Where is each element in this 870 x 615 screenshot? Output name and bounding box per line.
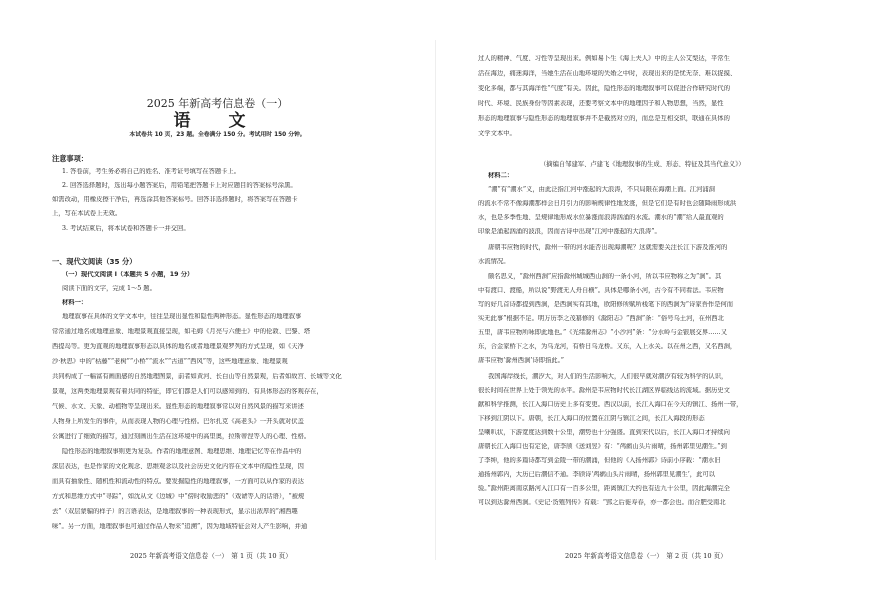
notice-title: 注意事项： [52,154,88,163]
notice-line: 1. 答卷前，考生务必将自己的姓名、准考证号填写在答题卡上。 [62,168,241,175]
text-line: 文学文本中。 [478,130,516,137]
text-line: 呈喇叭状，下游宽度达到数十公里，潮势也十分强盛。直到宋代以后，长江入海口才持续向 [478,429,730,436]
page-divider [435,40,436,560]
text-line: 气候、水文、天象、动植物等呈现出来。显性形态的地理叙事常以对自然风景的描写来讲述 [52,403,304,410]
source-citation: （摘编自邹建军、卢建飞《地理叙事的生成、形态、特征及其当代意义》） [540,161,745,168]
notice-line: 3. 考试结束后，将本试卷和答题卡一并交回。 [62,225,190,232]
text-line: 共同构成了一幅富有画面感的自然地理图景，前者如黄河、长白山等自然景观，后者如故宫、长城等文化 [52,373,342,380]
text-line: 献和科学推测，长江入海口历史上多有变更。西汉以前，长江入海口在今天的镇江、扬州一带， [478,401,743,408]
text-line: 可以到达滁州西涧。《史记·货殖列传》有载：“郢之后徙寿春，亦一都会也。而合肥受南北 [478,499,726,506]
text-line: 印象是涌起汹涌的波浪，因而古诗中出现“江河中涨起的大浪涛”。 [478,228,661,235]
text-line: 水流情况。 [478,258,510,265]
notice-line: 上，写在本试卷上无效。 [52,210,122,217]
text-line: 很长时间在世界上处于领先的水平。滁州是韦应物时代长江湖区界临线达的流域。据历史文 [478,387,730,394]
text-line: 五里，唐韦应物所咏即此地也。”《光绪滁州志》“小沙河”条：“分水岭与金银展交界……又 [478,329,728,336]
text-line: 中有渡口、渡船，所以说“野渡无人舟自横”。具体是哪条小河，古今有不同看法。韦应物 [478,287,724,294]
text-line: 西提岛等。更为直观的地理叙事形态以具体的地名或者地理景观罗列的方式呈现，如《天净 [52,343,304,350]
text-line: 沙·秋思》中的“枯藤”“老树”“小桥”“流水”“古道”“西风”等，这些地理意象、地理景观 [52,358,288,365]
material-one-label: 材料一： [62,299,88,306]
text-line: 常常通过地名或地理意象、地理景观直接呈现，如毛姆《月亮与六便士》中的伦敦、巴黎、塔 [52,328,311,335]
text-line: 颇名思义，“滁州西涧”应指滁州城城西山涧的一条小河，所以韦应物称之为“涧”。其 [488,273,722,280]
text-line: 味”。另一方面，地理叙事也可通过作品人物来“追溯”，因为地域特征会对人产生影响，并通 [52,523,308,530]
page-2-footer: 2025 年新高考语文信息卷（一） 第 2 页（共 10 页） [565,552,727,560]
subsection-title: （一）现代文阅读 I（本题共 5 小题，19 分） [62,271,194,278]
text-line: 公寓进行了细致的描写，通过刻画出生活在这环境中的高里奥，拉斯蒂涅等人的心理、性格。 [52,433,311,440]
text-line: 过人的精神、气度、习性等呈现出来。例如易卜生《海上夫人》中的主人公艾梨达，平常生 [478,55,730,62]
text-line: 变化多端，都与其海洋性“气度”有关。因此，隐性形态的地理叙事可以促进合作研究时代的 [478,85,731,92]
text-line: 时代、环境、民族身份等因素表现，还要考察文本中的地理因子和人物思想，当然，显性 [478,100,724,107]
notice-line: 2. 回答选择题时，选出每小题答案后，用铅笔把答题卡上对应题目的答案标号涂黑。 [62,182,297,189]
text-line: 唐朝长江入海口也有定论，唐李颀《送刘昱》有：“鸬鹚山头片雨晴，扬州郭里见潮生。”到 [478,443,727,450]
text-line: 唐韦应物‘滁州西涧’诗即指此。” [478,357,564,364]
text-line: “潮”有“潮水”义，由此泛指江河中涨起的大浪涛，不只局限在海潮上面。江河浦洞 [488,186,715,193]
subject-title: 语 文 [173,111,262,131]
text-line: 隐性形态的地理叙事则更为复杂。作者的地理意图、地理思维、地理记忆等在作品中的 [62,448,302,455]
text-line: 实无此事”根据不足。明万历李之茂纂修的《滁阳志》“西涧”条：“俗号乌土河，在州西北 [478,315,724,322]
material-two-label: 材料二： [488,172,514,179]
instruction: 阅读下面的文字，完成 1～5 题。 [62,285,156,292]
exam-info: 本试卷共 10 页，23 题。全卷满分 150 分。考试用时 150 分钟。 [129,132,306,138]
text-line: 下移到江阴以下。唐朝，长江入海口的位置在江阴与镇江之间，长江入海段的形态 [478,415,705,422]
text-line: 的流水不常不像海潮那样会日月引力的影响规律性地发涨，但是它们是有时也会随降雨形成洪 [478,200,737,207]
text-line: 写的好几首诗都提到西涧，是西涧实有其地，欧阳修所赋所栈笔下的西涧为“诗家吾作是何而 [478,301,734,308]
text-line: 水，也是多季性地、呈规律地形成水位暴涨而浪涛汹涌的水流。潮水的“潮”给人最直观的 [478,214,724,221]
text-line: 通扬州郭内，大历已后潮信不通。李颀诗‘鸬鹚山头片雨晴，扬州郭里见潮生’，此可以 [478,471,715,478]
notice-line: 如需改动，用橡皮擦干净后，再选涂其他答案标号。回答非选择题时，将答案写在答题卡 [52,196,298,203]
page-1-footer: 2025 年新高考语文信息卷（一） 第 1 页（共 10 页） [130,552,292,560]
text-line: 我国海岸线长，潮汐大，对人们的生活影响大，人们很早就对潮汐有较为科学的认识， [488,373,728,380]
text-line: 而具有抽象性、随机性和流动性的特点。要发掘隐性的地理叙事，一方面可以从作家的表达 [52,478,304,485]
text-line: 景观，这两类地理景观有着共同的特征，即它们都是人们可以感知到的、有具体形态的客观存在， [52,388,323,395]
text-line: 深层表达，也是作家的文化观念、思维观念以及社会历史文化内容在文本中的隐性呈现，因 [52,463,304,470]
text-line: 人物身上所发生的事件，从而表现人物的心理与性格。巴尔扎克《高老头》一开头就对伏盖 [52,418,304,425]
text-line: 去”（双层蒙骗的样子）的言语表达，是地理叙事的一种表现形式，显示出浓厚的“湘西趣 [52,508,298,515]
exam-title: 2025 年新高考信息卷（一） [146,97,289,110]
text-line: 东，合金家桥下之水，为乌龙河，有桥日乌龙桥。又东，入上水关。以在州之西，又名西涧， [478,343,737,350]
text-line: 活在海边，痛迷海洋，当她生活在山地环境的失婚之中时，表现出来的是忧无奈、难以捉摸、 [478,70,737,77]
text-line: 了李绅，他的多篇诗都写到金陵一带的潮涌，但他的《入扬州郭》诗前小序载：“潮水旧 [478,457,721,464]
section-title: 一、现代文阅读（35 分） [52,257,137,266]
text-line: 形态的地理叙事与隐性形态的地理叙事并不是截然对立的，而总是互相交织，联通在具体的 [478,115,730,122]
text-line: 唐朝韦应物的时代，滁州一带的河水能否出现海潮呢？这就需要关注长江下游及淮河的 [488,244,728,251]
text-line: 地理叙事在具体的文学文本中，往往呈现出显性和隐性两种形态。显性形态的地理叙事 [62,313,302,320]
text-line: 验。”滁州距离南京路河入江口有一百多公里，距离镇江大约也有近九十公里，因此海潮完全 [478,485,730,492]
text-line: 方式和思维方式中“寻踪”，如沈从文《边城》中“傍时收励悲的”（戏谑等人的话语），“被规 [52,493,305,500]
